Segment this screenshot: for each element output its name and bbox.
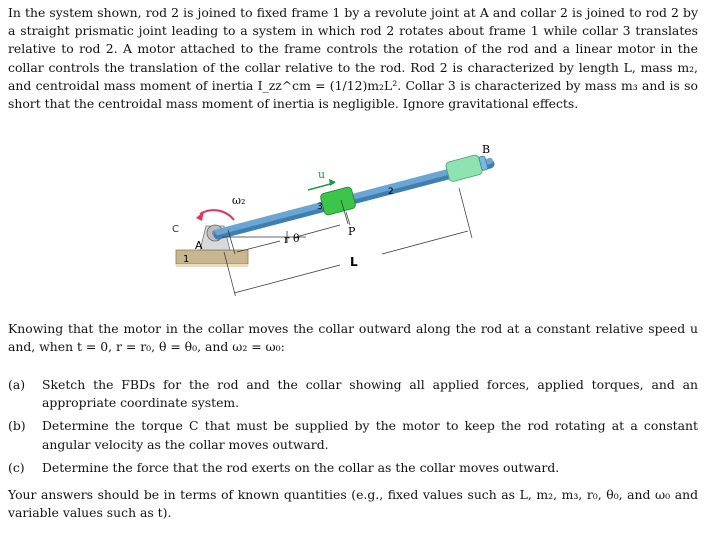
- part-b: [8, 417, 698, 453]
- label-u: u: [318, 168, 326, 181]
- part-c-text: Determine the force that the rod exerts on the collar as the collar moves outward.: [42, 459, 560, 475]
- label-omega: ω₂: [232, 194, 246, 207]
- collar-label: 3: [317, 202, 323, 212]
- part-a-text: Sketch the FBDs for the rod and the collar showing all applied forces, applied torques, and an appropriate coordinate system.: [42, 377, 698, 411]
- frame-label: 1: [183, 254, 190, 265]
- problem-conditions: Knowing that the motor in the collar moves the collar outward along the rod at a constant relative speed u and, when t = 0, r = r₀, θ = θ₀, and ω₂ = ω₀:: [8, 321, 698, 355]
- part-b-text: Determine the torque C that must be supplied by the motor to keep the rod rotating at a constant angular velocity as the collar moves outward.: [42, 418, 698, 452]
- l-dim-line-1: [234, 265, 340, 293]
- part-c: [8, 459, 698, 477]
- mechanism-figure: [160, 126, 540, 296]
- label-P: P: [348, 225, 356, 238]
- end-cap: [445, 153, 489, 182]
- r-dim-line-1: [237, 241, 280, 252]
- l-dim-right: [459, 188, 472, 238]
- answer-instructions: Your answers should be in terms of known quantities (e.g., fixed values such as L, m₂, m₃, r₀, θ₀, and ω₀ and variable values such as t).: [8, 487, 698, 521]
- r-dim-line-2: [296, 225, 340, 237]
- part-b-label: (b): [8, 418, 26, 434]
- part-c-label: (c): [8, 459, 25, 475]
- torque-c-arrow: [200, 210, 234, 220]
- label-theta: θ: [293, 232, 300, 245]
- label-L: L: [350, 255, 358, 269]
- torque-c-arrowhead: [196, 211, 204, 221]
- u-arrowhead: [329, 179, 336, 186]
- problem-intro: In the system shown, rod 2 is joined to fixed frame 1 by a revolute joint at A and collar 2 is joined to rod 2 by a straight prismatic joint leading to a system in which rod 2 rotates about frame 1 while collar 3 translates relative to rod 2. A motor attached to the frame controls the rotation of the rod and a linear motor in the collar controls the translation of the collar relative to the rod. Rod 2 is characterized by length L, mass m₂, and centroidal mass moment of inertia I_zz^cm = (1/12)m₂L². Collar 3 is characterized by mass m₃ and is so short that the centroidal mass moment of inertia is negligible. Ignore gravitational effects.: [8, 5, 698, 112]
- collar-3: [320, 186, 357, 215]
- problem-parts: [8, 376, 698, 482]
- part-a-label: (a): [8, 377, 26, 392]
- rod-label: 2: [388, 187, 394, 197]
- l-dim-line-2: [382, 231, 468, 254]
- label-B: B: [482, 143, 491, 156]
- label-r: r: [284, 233, 290, 246]
- label-C: C: [172, 224, 179, 235]
- label-A: A: [195, 239, 203, 252]
- part-a: [8, 376, 698, 412]
